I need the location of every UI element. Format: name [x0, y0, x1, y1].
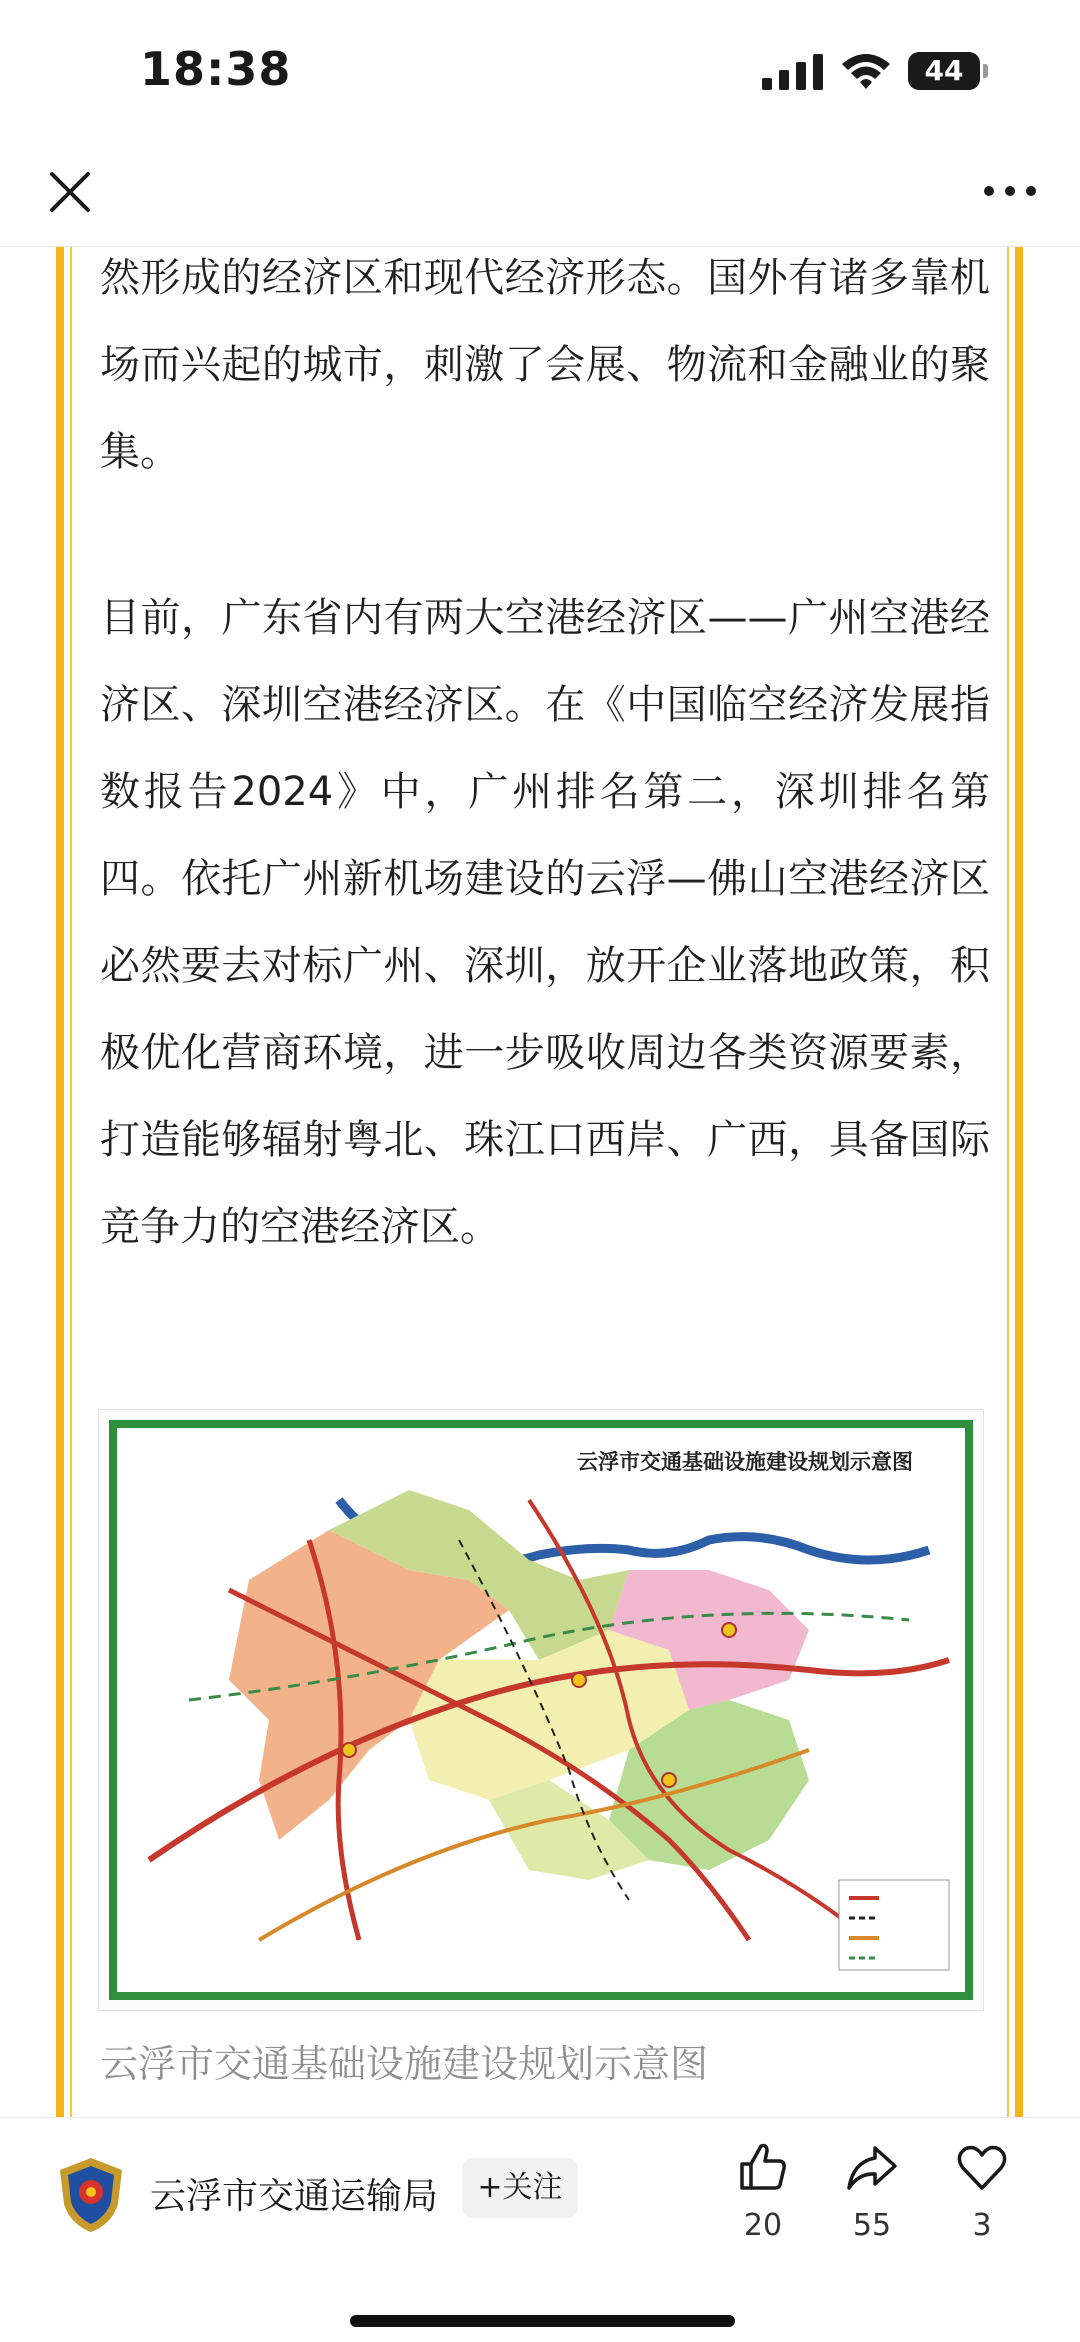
thumbs-up-icon	[736, 2140, 790, 2194]
transport-planning-map	[109, 1420, 973, 2000]
share-count: 55	[852, 2208, 892, 2243]
like-count: 20	[743, 2208, 783, 2243]
author-name[interactable]: 云浮市交通运输局	[150, 2176, 439, 2217]
follow-button[interactable]: +关注	[462, 2158, 578, 2218]
more-icon[interactable]	[982, 184, 1038, 198]
figure-caption: 云浮市交通基础设施建设规划示意图	[100, 2042, 709, 2086]
article-figure[interactable]	[98, 1409, 984, 2011]
favorite-button[interactable]	[937, 2140, 1027, 2243]
battery-indicator: 44	[908, 52, 980, 90]
article-paragraph: 然形成的经济区和现代经济形态。国外有诸多靠机场而兴起的城市，刺激了会展、物流和金融业的聚集。	[100, 255, 990, 475]
home-indicator[interactable]	[350, 2315, 735, 2327]
decorative-border-left-inner	[70, 247, 72, 2117]
author-avatar[interactable]	[52, 2154, 130, 2234]
status-bar	[0, 0, 1080, 140]
status-time: 18:38	[140, 42, 292, 96]
wifi-icon	[840, 50, 892, 90]
battery-nub	[983, 64, 988, 78]
article-paragraph: 目前，广东省内有两大空港经济区——广州空港经济区、深圳空港经济区。在《中国临空经济发展指数报告2024》中，广州排名第二，深圳排名第四。依托广州新机场建设的云浮—佛山空港经济区必然要去对标广州、深圳，放开企业落地政策，积极优化营商环境，进一步吸收周边各类资源要素，打造能够辐射粤北、珠江口西岸、广西，具备国际竞争力的空港经济区。	[100, 595, 990, 1250]
bottom-action-bar	[0, 2117, 1080, 2342]
map-title: 云浮市交通基础设施建设规划示意图	[577, 1450, 913, 1474]
like-button[interactable]	[718, 2140, 808, 2243]
decorative-border-left	[56, 247, 64, 2117]
close-icon[interactable]	[46, 168, 94, 216]
share-button[interactable]	[827, 2140, 917, 2243]
heart-icon	[955, 2140, 1009, 2194]
decorative-border-right	[1015, 247, 1023, 2117]
favorite-count: 3	[972, 2208, 992, 2243]
article-body	[0, 247, 1080, 2117]
nav-bar	[0, 140, 1080, 247]
decorative-border-right-inner	[1007, 247, 1009, 2117]
cellular-signal-icon	[762, 54, 824, 90]
share-arrow-icon	[845, 2140, 899, 2194]
